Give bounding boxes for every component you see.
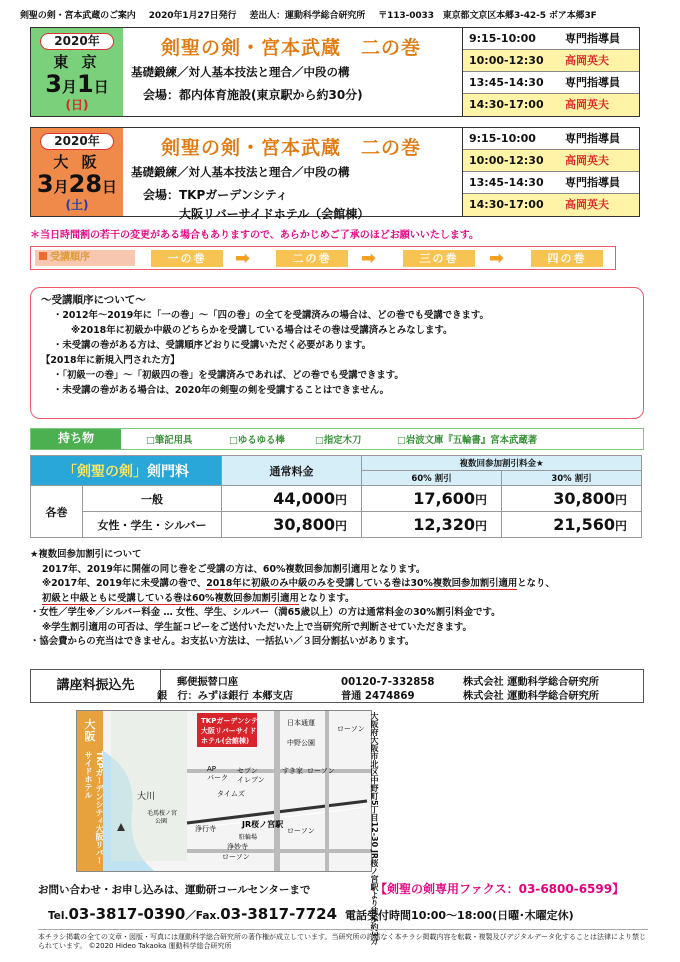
bank-row: 郵便振替口座 00120-7-332858 株式会社 運動科学総合研究所 [177,677,599,688]
schedule-slot: 9:15-10:00 専門指導員 [463,128,639,150]
note-line: 初級と中級ともに受講している巻は60%複数回参加割引適用となります。 [42,592,355,604]
course-title: 剣聖の剣・宮本武蔵 二の巻 [161,137,422,159]
park [111,711,187,861]
header-title: 剣聖の剣・宮本武蔵のご案内 [20,11,136,21]
venue: 会場：都内体育施設(東京駅から約30分) [143,88,363,102]
fee-30: 30,800円 [502,486,642,512]
poi-label: タイムズ [217,790,245,798]
poi-label: ローソン [222,853,250,861]
schedule-slot: 10:00-12:30 高岡英夫 [463,50,639,72]
note-line: ※2017年、2019年に未受講の巻で、2018年に初級のみ中級のみを受講している巻は30%複数回参加割引適用となり、 [42,578,555,589]
header-address: 〒113-0033 東京都文京区本郷3-42-5 ボア本郷3F [378,11,597,21]
note-line: 2017年、2019年に開催の同じ巻をご受講の方は、60%複数回参加割引適用となります。 [42,563,426,575]
section-heading: ★複数回参加割引について [30,549,142,560]
special-fax: 【剣聖の剣専用ファクス：03-6800-6599】 [375,882,625,896]
event-content [131,128,461,221]
section-heading: 〜受講順序について〜 [41,294,146,306]
schedule-slot: 9:15-10:00 専門指導員 [463,28,639,50]
schedule-slot: 10:00-12:30 高岡英夫 [463,150,639,172]
items-label: 持ち物 [31,429,121,449]
park-label: 毛馬桜ノ宮 [147,810,178,817]
discount-header: 複数回参加割引料金★ [362,456,642,471]
volume-badge: 三の巻 [403,250,475,267]
map-graphic [77,711,372,872]
venue-line2: 大阪リバーサイドホテル（会館棟） [179,207,370,221]
order-bar [30,246,616,270]
page-header [20,8,670,21]
event-content [131,28,461,116]
bank-row: 銀 行：みずほ銀行 本郷支店 普通 2474869 株式会社 運動科学総合研究所 [157,691,599,702]
items-to-bring [30,428,644,450]
normal-fee-header: 通常料金 [222,456,362,486]
poi-label: 浄行寺 [195,825,216,833]
arrow-right-icon: ➡ [235,248,251,269]
course-title: 剣聖の剣・宮本武蔵 二の巻 [161,37,422,59]
map-venue-name: TKPガーデンシティ大阪リバーサイドホテル [84,751,104,865]
discount-60-header: 60% 割引 [362,471,502,486]
discount-30-header: 30% 割引 [502,471,642,486]
hotel-label-3: ホテル(会館棟) [201,737,250,745]
volume-badge: 四の巻 [531,250,603,267]
item: □筆記用具 [146,435,193,446]
fee-kind: 一般 [83,486,222,512]
year-badge: 2020年 [40,133,114,150]
poi-label: 浄妙寺 [227,843,248,851]
event-date: 3月28日 [36,170,118,198]
poi-label: 中野公園 [287,739,315,747]
event-tokyo [30,27,640,117]
volume-badge: 一の巻 [151,250,223,267]
poi-label: セブン [237,767,258,775]
contact-numbers: Tel.03-3817-0390／Fax.03-3817-7724 電話受付時間10:00〜18:00(日曜･木曜定休) [48,905,574,923]
venue-map [76,710,372,872]
map-city: 大阪 [84,718,96,743]
event-date-block [31,128,123,216]
year-badge: 2020年 [40,33,114,50]
bank-transfer [30,669,644,703]
schedule-slot: 14:30-17:00 高岡英夫 [463,194,639,216]
hotel-label-2: 大阪リバーサイド [201,727,257,735]
fee-table [30,455,642,538]
poi-label: ローソン [337,725,365,733]
day-of-week: (日) [65,98,89,112]
rule-line: ・未受講の巻がある場合は、2020年の剣聖の剣を受講することはできません。 [53,385,390,396]
event-date: 3月1日 [45,70,109,98]
rule-line: ・未受講の巻がある方は、受講順序どおりに受講いただく必要があります。 [53,340,372,351]
river-label: 大川 [137,792,156,802]
fee-normal: 30,800円 [222,512,362,538]
fee-kind: 女性・学生・シルバー [83,512,222,538]
tel-number[interactable]: 03-3817-0390 [68,905,186,923]
poi-label: 駐輪場 [239,834,258,841]
schedule-slot: 14:30-17:00 高岡英夫 [463,94,639,116]
fee-60: 12,320円 [362,512,502,538]
inquiry-text: お問い合わせ・お申し込みは、運動研コールセンターまで [38,884,311,896]
poi-label: すき家 [282,767,303,775]
day-of-week: (土) [65,198,89,212]
city-name: 大 阪 [53,153,101,171]
item: □岩波文庫『五輪書』宮本武蔵著 [397,435,538,446]
schedule-slot: 13:45-14:30 専門指導員 [463,172,639,194]
poi-label: 日本通運 [287,719,315,727]
event-date-block [31,28,123,116]
note-line: ※学生割引適用の可否は、学生証コピーをご送付いただいた上で当研究所で判断させていただきます。 [42,621,472,633]
poi-label: ローソン [287,827,315,835]
section-heading: 【2018年に新規入門された方】 [41,355,180,366]
bank-label: 講座料振込先 [31,670,161,702]
schedule-notice: ＊当日時間割の若干の変更がある場合もありますので、あらかじめご了承のほどお願いいたします。 [30,230,479,241]
item: □ゆるゆる棒 [229,435,285,446]
fee-30: 21,560円 [502,512,642,538]
map-address: 大阪府大阪市北区中野町5丁目12-30 JR桜ノ宮駅より徒歩約3分 [370,712,379,945]
fee-60: 17,600円 [362,486,502,512]
fee-normal: 44,000円 [222,486,362,512]
arrow-right-icon: ➡ [489,248,505,269]
volume-badge: 二の巻 [276,250,348,267]
item: □指定木刀 [315,435,362,446]
fax-number[interactable]: 03-3817-7724 [220,905,338,923]
header-issued: 2020年1月27日発行 [148,11,237,21]
park-label: 公園 [155,818,168,825]
course-subtitle: 基礎鍛練／対人基本技法と理合／中段の構 [131,165,350,179]
order-explanation [30,287,644,419]
poi-label: イレブン [237,776,265,784]
arrow-right-icon: ➡ [361,248,377,269]
schedule-table [462,28,639,116]
city-name: 東 京 [53,53,101,71]
station-label: JR桜ノ宮駅 [242,820,284,829]
course-subtitle: 基礎鍛練／対人基本技法と理合／中段の構 [131,65,350,79]
hotel-label-1: TKPガーデンシティ [201,717,265,725]
note-line: ・女性／学生※／シルバー料金 … 女性、学生、シルバー（満65歳以上）の方は通常料金の30%割引料金です。 [30,607,501,618]
fee-title: 「剣聖の剣」剣門料 [31,456,222,486]
rule-line: ・「初級一の巻」〜「初級四の巻」を受講済みであれば、どの巻でも受講できます。 [53,370,404,381]
multi-discount-notes [30,548,650,650]
copyright-notice: 本チラシ掲載の全ての文章・図版・写真には運動科学総合研究所の著作権が成立しています。当研究所の許諾なく本チラシ掲載内容を転載・複製及びデジタルデータ化することは法律により禁じられています。 ©2020 Hideo Takaoka 運動科学総合研究所 [38,929,648,951]
note-line: ・協会費からの充当はできません。お支払い方法は、一括払い／３回分割払いがあります。 [30,636,415,647]
fee-row-label: 各巻 [31,486,83,538]
event-osaka [30,127,640,221]
office-hours: 電話受付時間10:00〜18:00(日曜･木曜定休) [345,909,574,922]
schedule-slot: 13:45-14:30 専門指導員 [463,72,639,94]
schedule-table [462,128,639,216]
venue: 会場：TKPガーデンシティ [143,188,288,202]
poi-label: AP [207,765,217,773]
rule-line: ※2018年に初級か中級のどちらかを受講している場合はその巻は受講済みとみなします。 [71,325,453,336]
order-label: 受講順序 [35,250,135,266]
header-sender: 差出人：運動科学総合研究所 [249,11,366,21]
rule-line: ・2012年〜2019年に「一の巻」〜「四の巻」の全てを受講済みの場合は、どの巻でも受講できます。 [53,310,489,321]
poi-label: ローソン [307,767,335,775]
poi-label: パーク [207,774,228,782]
